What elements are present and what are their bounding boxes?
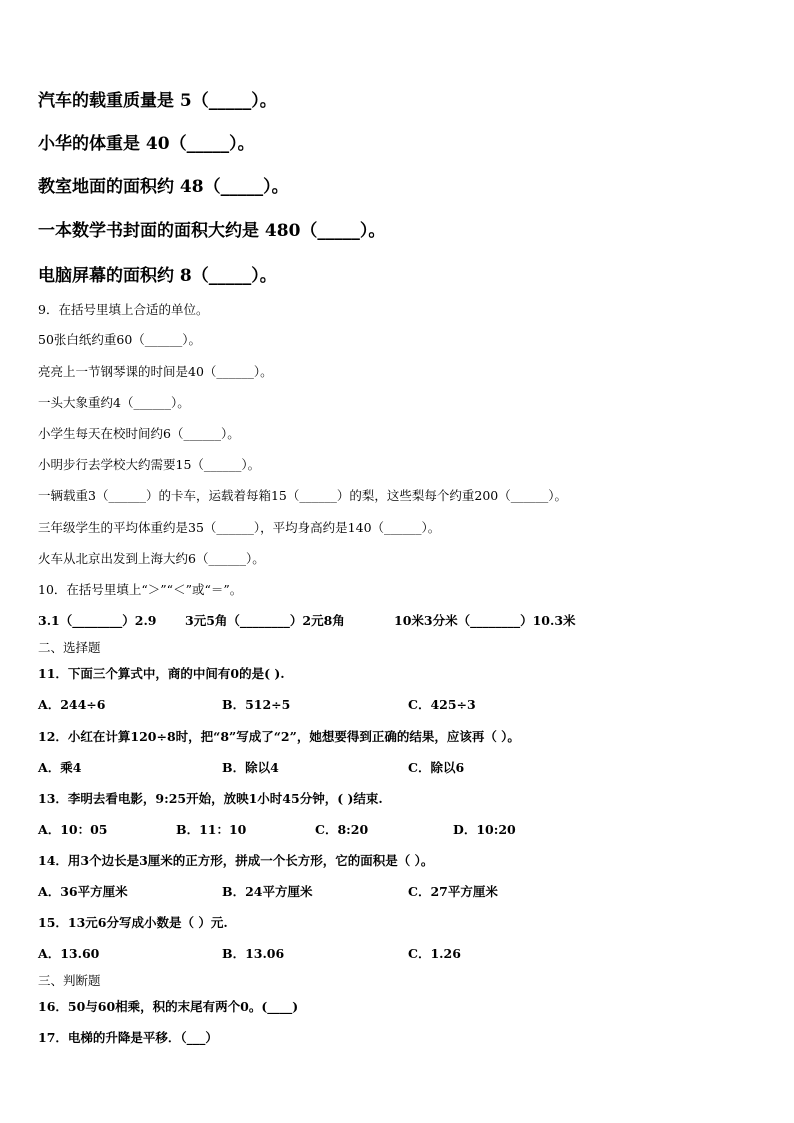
q9-line-8: 火车从北京出发到上海大约6（______）。 (38, 551, 265, 566)
q9-line-2: 亮亮上一节钢琴课的时间是40（______）。 (38, 364, 273, 379)
q14-option-a: A．36平方厘米 (38, 884, 128, 899)
q15-title: 15．13元6分写成小数是（ ）元. (38, 915, 228, 930)
q13-option-c: C．8:20 (315, 822, 369, 837)
q11-option-b: B．512÷5 (222, 697, 291, 712)
q13-title: 13．李明去看电影，9:25开始，放映1小时45分钟，( )结束. (38, 791, 383, 806)
q13-option-d: D．10:20 (453, 822, 516, 837)
unit-line-5: 电脑屏幕的面积约 8（_____）。 (38, 266, 277, 286)
q11-title: 11．下面三个算式中，商的中间有0的是( ). (38, 666, 285, 681)
section3-title: 三、判断题 (38, 973, 101, 988)
q9-line-1: 50张白纸约重60（______）。 (38, 332, 202, 347)
q10-item-2: 3元5角（________）2元8角 (185, 613, 345, 628)
q10-item-1: 3.1（________）2.9 (38, 613, 157, 628)
q14-title: 14．用3个边长是3厘米的正方形，拼成一个长方形，它的面积是（ ）。 (38, 853, 434, 868)
q9-line-4: 小学生每天在校时间约6（______）。 (38, 426, 240, 441)
unit-line-3: 教室地面的面积约 48（_____）。 (38, 177, 289, 197)
q9-line-6: 一辆载重3（______）的卡车，运载着每箱15（______）的梨，这些梨每个约重200（______）。 (38, 488, 567, 503)
q16-title: 16．50与60相乘，积的末尾有两个0。(____) (38, 999, 299, 1014)
q10-title: 10．在括号里填上“＞”“＜”或“＝”。 (38, 582, 243, 597)
q17-title: 17．电梯的升降是平移．（___） (38, 1030, 218, 1045)
q12-title: 12．小红在计算120÷8时，把“8”写成了“2”，她想要得到正确的结果，应该再（ ）。 (38, 729, 520, 744)
q9-line-5: 小明步行去学校大约需要15（______）。 (38, 457, 261, 472)
unit-line-1: 汽车的载重质量是 5（_____）。 (38, 91, 277, 111)
q12-option-b: B．除以4 (222, 760, 279, 775)
q13-option-a: A．10：05 (38, 822, 108, 837)
q15-option-c: C．1.26 (408, 946, 461, 961)
unit-line-2: 小华的体重是 40（_____）。 (38, 134, 255, 154)
q9-title: 9．在括号里填上合适的单位。 (38, 302, 209, 317)
q12-option-c: C．除以6 (408, 760, 465, 775)
q11-option-a: A．244÷6 (38, 697, 106, 712)
q12-option-a: A．乘4 (38, 760, 82, 775)
q10-item-3: 10米3分米（________）10.3米 (394, 613, 576, 628)
q9-line-3: 一头大象重约4（______）。 (38, 395, 190, 410)
q15-option-a: A．13.60 (38, 946, 100, 961)
q13-option-b: B．11：10 (176, 822, 247, 837)
unit-line-4: 一本数学书封面的面积大约是 480（_____）。 (38, 221, 386, 241)
q11-option-c: C．425÷3 (408, 697, 476, 712)
q9-line-7: 三年级学生的平均体重约是35（______），平均身高约是140（______）。 (38, 520, 441, 535)
q15-option-b: B．13.06 (222, 946, 285, 961)
section2-title: 二、选择题 (38, 640, 101, 655)
q14-option-b: B．24平方厘米 (222, 884, 313, 899)
q14-option-c: C．27平方厘米 (408, 884, 498, 899)
